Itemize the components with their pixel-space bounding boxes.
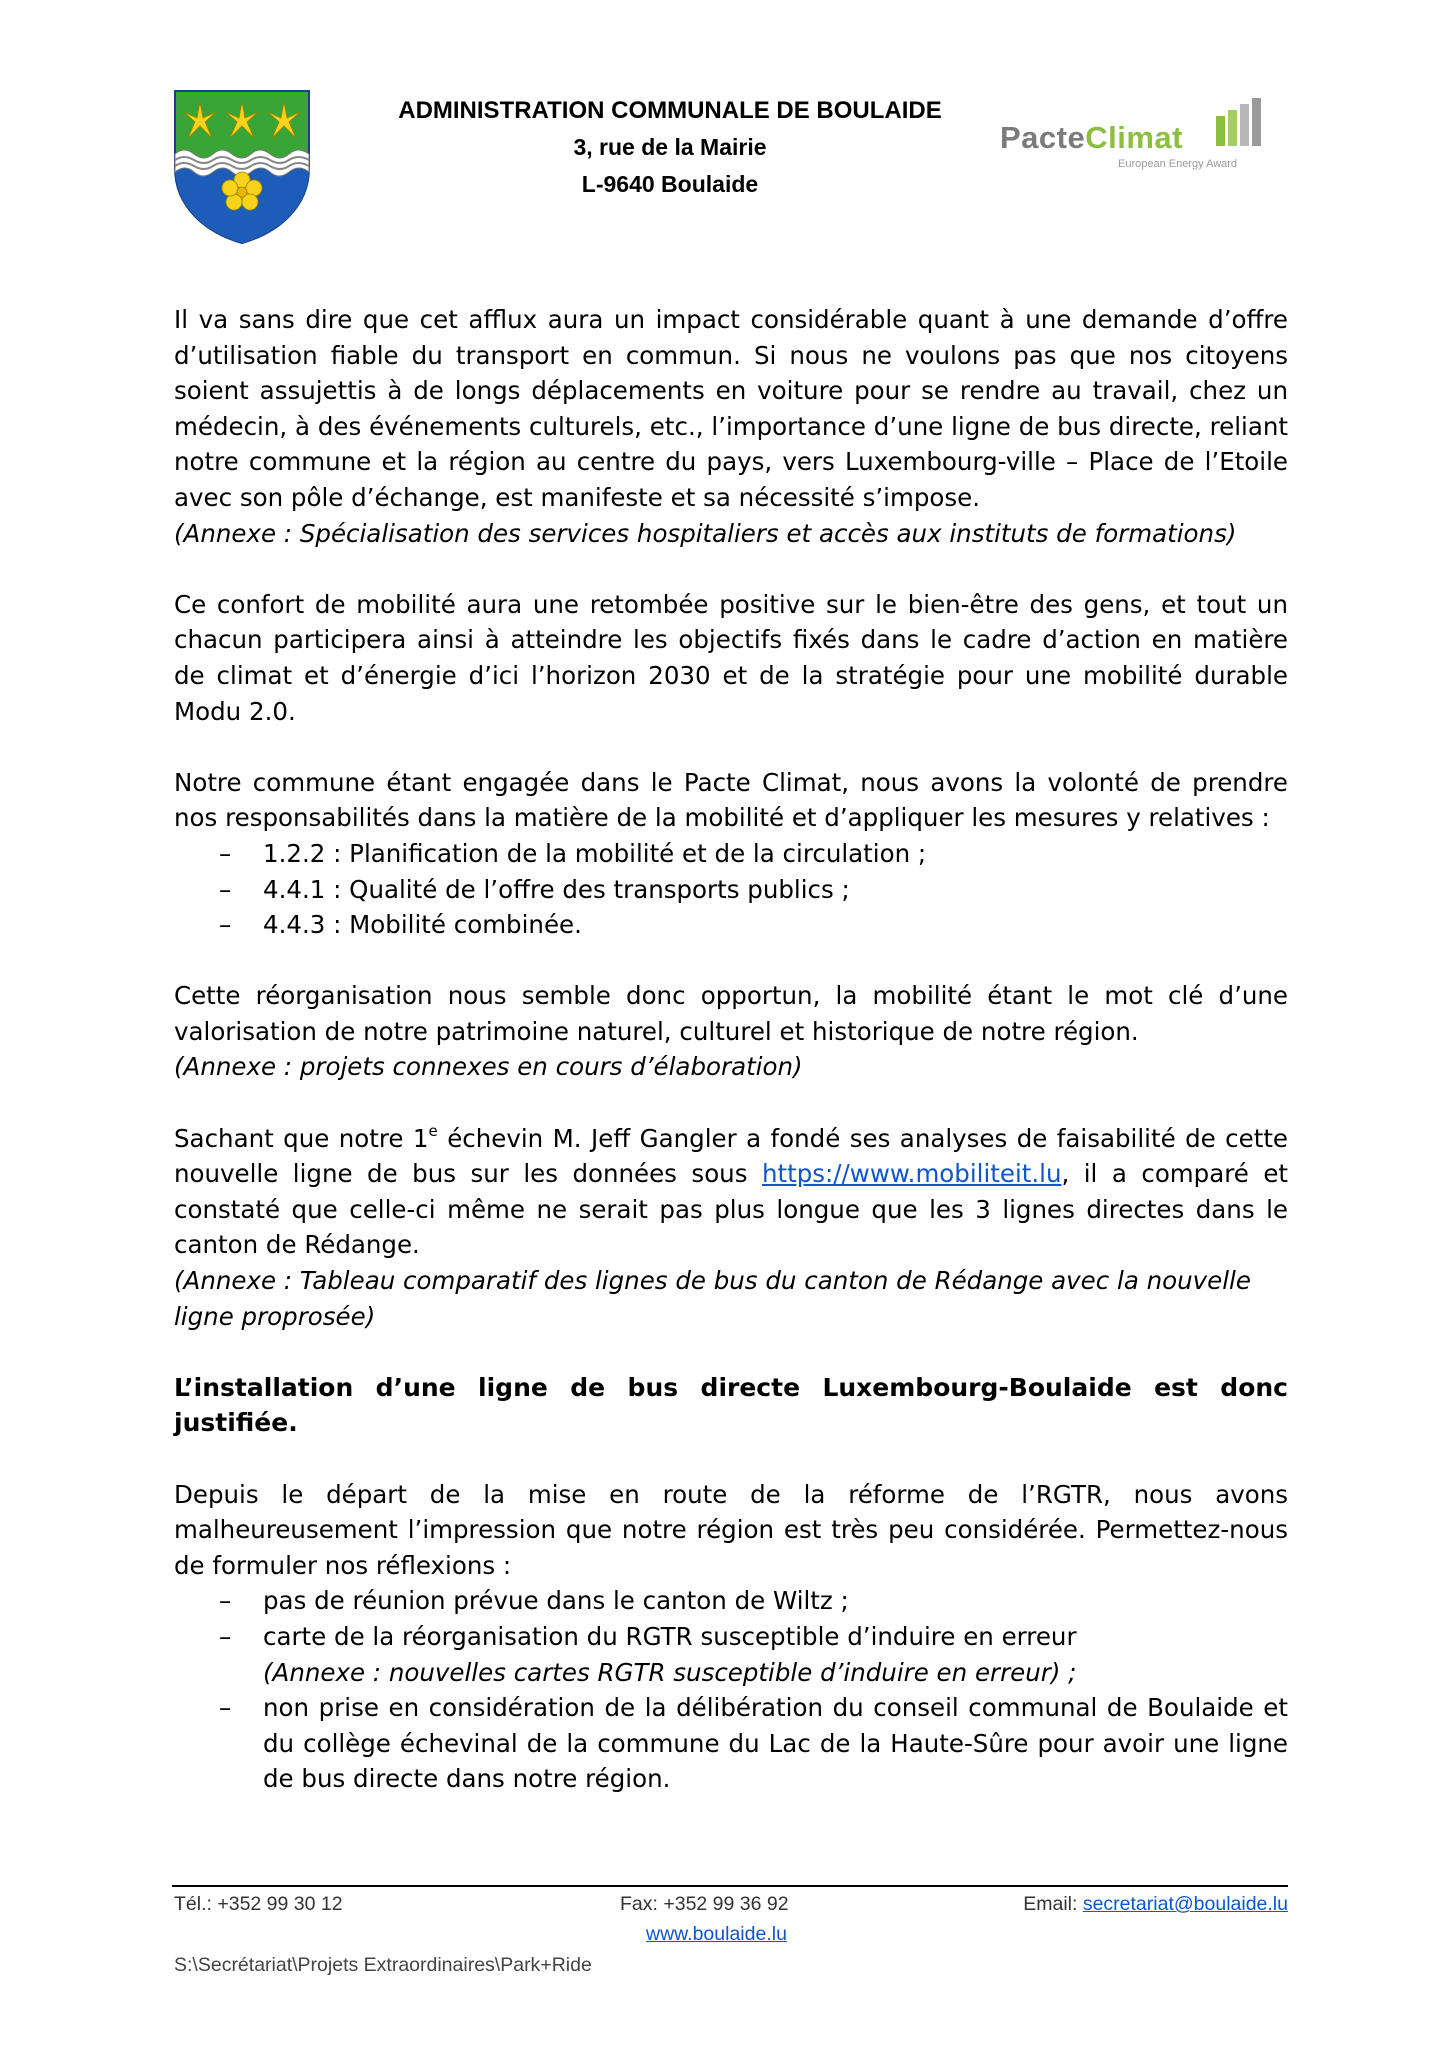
dash-bullet: – [219,838,232,868]
dash-bullet: – [219,874,232,904]
paragraph-2: Ce confort de mobilité aura une retombée positive sur le bien-être des gens, et tout un chacun participera ainsi à atteindre les objectifs fixés dans le cadre d’action en matière de climat et d’énergie d’ici l’horizon 2030 et de la stratégie pour une mobilité durable Modu 2.0. [174,589,1288,726]
list-item-text: pas de réunion prévue dans le canton de Wiltz ; [263,1586,849,1616]
list-item [174,1583,1288,1619]
p5-text-c: , il a comparé et constaté que celle-ci même ne serait pas plus longue que les 3 lignes directes dans le canton de Rédange. [174,1159,1289,1260]
list-item [174,907,1288,943]
website-link[interactable]: www.boulaide.lu [646,1923,787,1945]
footer-divider [172,1885,1288,1887]
list-item [174,1690,1288,1797]
pacte-climat-subtitle: European Energy Award [1118,158,1238,170]
list-item-text: 1.2.2 : Planification de la mobilité et de la circulation ; [263,838,927,868]
file-path: S:\Secrétariat\Projets Extraordinaires\Park+Ride [174,1954,592,1976]
paragraph-5 [174,1121,1288,1263]
header-postal: L-9640 Boulaide [581,171,759,197]
paragraph-7: Depuis le départ de la mise en route de la réforme de l’RGTR, nous avons malheureusement l’impression que notre région est très peu considérée. Permettez-nous de formuler nos réflexions : [174,1479,1288,1580]
dash-bullet: – [219,1586,232,1616]
measures-list [174,836,1288,943]
footer [172,1893,1288,1963]
list-item-text: carte de la réorganisation du RGTR susceptible d’induire en erreur [263,1621,1077,1651]
list-item [174,872,1288,908]
mobiliteit-link[interactable]: https://www.mobiliteit.lu [761,1159,1062,1189]
pacte-climat-logo [1000,96,1270,176]
letterhead [360,92,980,203]
list-item [174,1619,1288,1690]
email-link[interactable]: secretariat@boulaide.lu [1082,1893,1288,1915]
annex-note-3: (Annexe : Tableau comparatif des lignes de bus du canton de Rédange avec la nouvelle ligne proprosée) [174,1266,1251,1331]
footer-phone: Tél.: +352 99 30 12 [174,1893,343,1915]
dash-bullet: – [219,1693,232,1723]
paragraph-3: Notre commune étant engagée dans le Pacte Climat, nous avons la volonté de prendre nos responsabilités dans la matière de la mobilité et d’appliquer les mesures y relatives : [174,767,1288,833]
conclusion-heading: L’installation d’une ligne de bus directe Luxembourg-Boulaide est donc justifiée. [174,1372,1288,1438]
pacte-climat-name [1000,120,1183,156]
commune-crest-logo [172,88,312,246]
logo-name-part1: Pacte [1000,120,1086,155]
list-item-text: 4.4.1 : Qualité de l’offre des transports publics ; [263,874,850,904]
annex-note-2: (Annexe : projets connexes en cours d’élaboration) [174,1052,803,1082]
dash-bullet: – [219,1621,232,1651]
reflections-list [174,1583,1288,1797]
dash-bullet: – [219,910,232,940]
header-title: ADMINISTRATION COMMUNALE DE BOULAIDE [398,97,942,124]
annex-note-4: (Annexe : nouvelles cartes RGTR susceptible d’induire en erreur) ; [263,1657,1077,1687]
p5-text-a: Sachant que notre 1 [174,1123,429,1153]
email-label: Email: [1023,1893,1083,1915]
annex-note-1: (Annexe : Spécialisation des services hospitaliers et accès aux instituts de formations) [174,518,1237,548]
footer-email [1023,1893,1288,1916]
footer-fax: Fax: +352 99 36 92 [620,1893,789,1915]
paragraph-4: Cette réorganisation nous semble donc opportun, la mobilité étant le mot clé d’une valorisation de notre patrimoine naturel, culturel et historique de notre région. [174,981,1288,1046]
p5-text-b: échevin M. Jeff Gangler a fondé ses analyses de faisabilité de cette nouvelle ligne de bus sur les données sous [174,1123,1288,1189]
bars-icon [1212,96,1268,152]
list-item-text: non prise en considération de la délibération du conseil communal de Boulaide et du collège échevinal de la commune du Lac de la Haute-Sûre pour avoir une ligne de bus directe dans notre région. [263,1693,1288,1794]
ordinal-superscript: e [428,1121,438,1140]
logo-name-part2: Climat [1085,120,1183,155]
list-item [174,836,1288,872]
paragraph-1: Il va sans dire que cet afflux aura un impact considérable quant à une demande d’offre d’utilisation fiable du transport en commun. Si nous ne voulons pas que nos citoyens soient assujettis à de longs déplacements en voiture pour se rendre au travail, chez un médecin, à des événements culturels, etc., l’importance d’une ligne de bus directe, reliant notre commune et la région au centre du pays, vers Luxembourg-ville – Place de l’Etoile avec son pôle d’échange, est manifeste et sa nécessité s’impose. [174,305,1288,512]
letter-body [174,302,1288,1797]
header-street: 3, rue de la Mairie [573,134,767,160]
list-item-text: 4.4.3 : Mobilité combinée. [263,910,582,940]
